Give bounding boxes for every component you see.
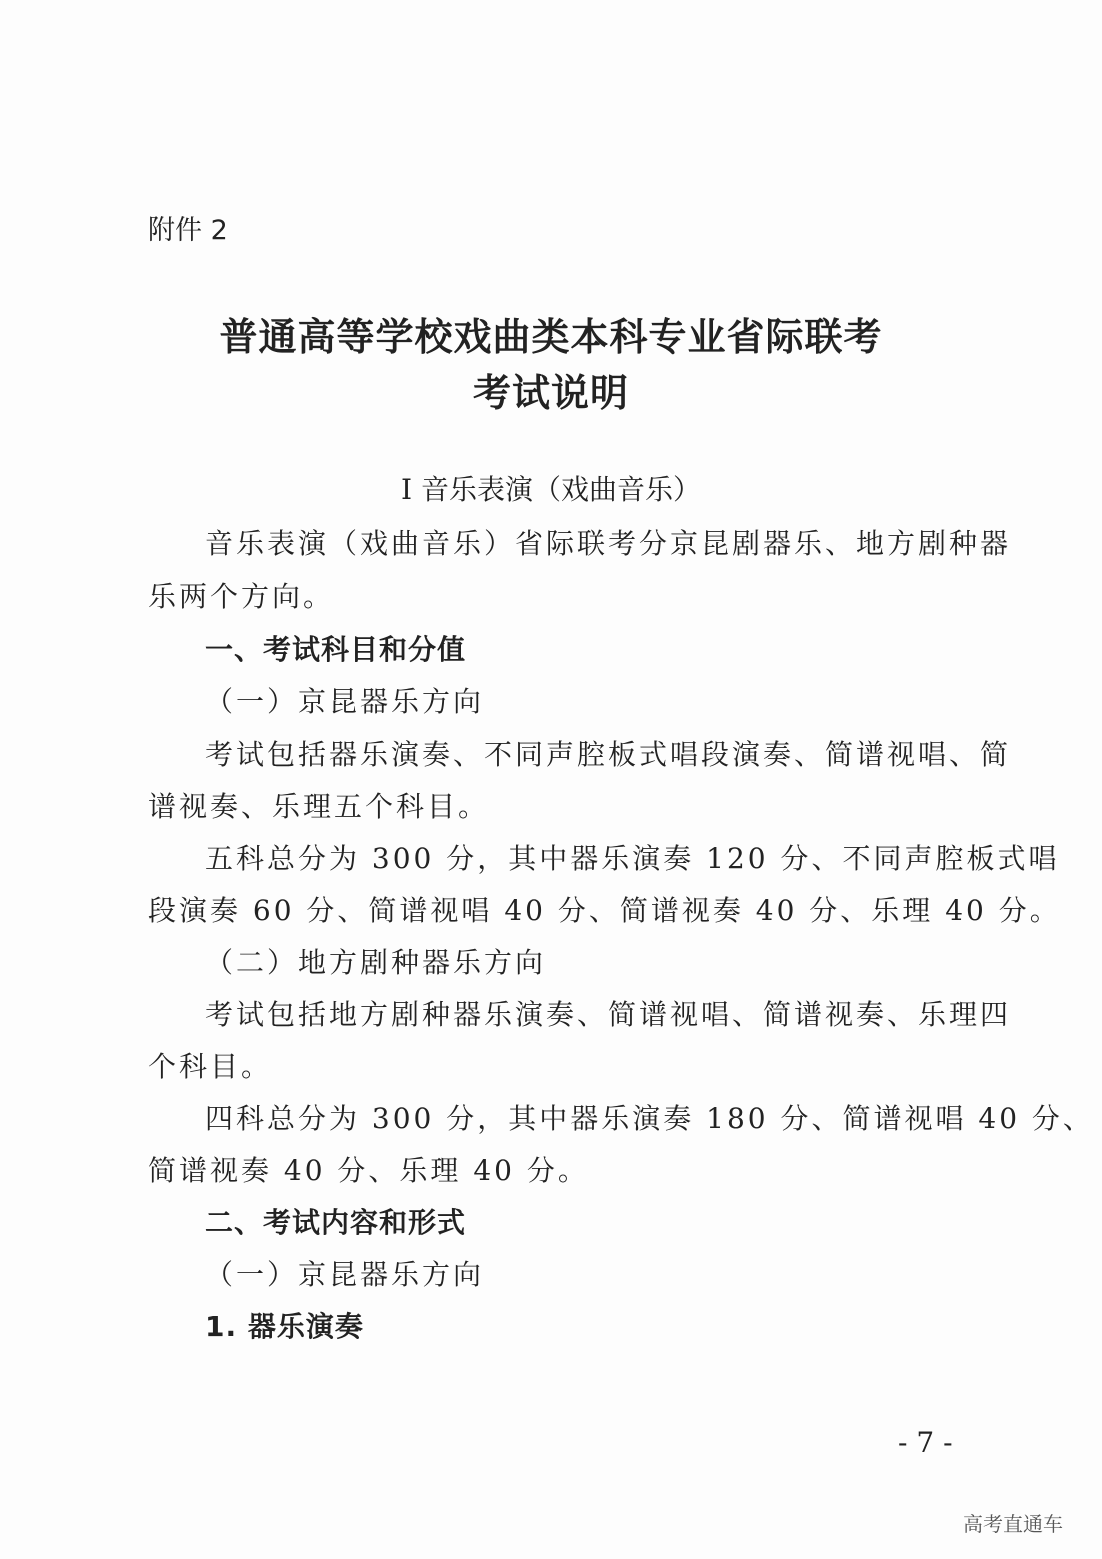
page-number: - 7 -: [898, 1426, 953, 1459]
paragraph-line: 考试包括器乐演奏、不同声腔板式唱段演奏、简谱视唱、简: [205, 738, 1012, 771]
subheading-local-opera: （二）地方剧种器乐方向: [205, 946, 547, 979]
watermark: 高考直通车: [963, 1512, 1063, 1536]
paragraph-line: 五科总分为 300 分，其中器乐演奏 120 分、不同声腔板式唱: [205, 842, 1060, 875]
subheading-jingkun: （一）京昆器乐方向: [205, 1258, 485, 1291]
paragraph-line: 谱视奏、乐理五个科目。: [148, 790, 490, 823]
paragraph-line: 简谱视奏 40 分、乐理 40 分。: [148, 1154, 589, 1187]
document-subtitle: 考试说明: [472, 370, 629, 415]
item-instrument-performance: 1. 器乐演奏: [205, 1310, 364, 1343]
heading-exam-subjects: 一、考试科目和分值: [205, 633, 467, 666]
heading-exam-content: 二、考试内容和形式: [205, 1206, 467, 1239]
paragraph-line: 个科目。: [148, 1050, 273, 1083]
paragraph-line: 音乐表演（戏曲音乐）省际联考分京昆剧器乐、地方剧种器: [205, 527, 1012, 560]
attachment-label: 附件 2: [148, 215, 228, 246]
paragraph-line: 考试包括地方剧种器乐演奏、简谱视唱、简谱视奏、乐理四: [205, 998, 1012, 1031]
paragraph-line: 乐两个方向。: [148, 580, 335, 613]
paragraph-line: 段演奏 60 分、简谱视唱 40 分、简谱视奏 40 分、乐理 40 分。: [148, 894, 1061, 927]
section-heading: I 音乐表演（戏曲音乐）: [401, 473, 701, 506]
document-title: 普通高等学校戏曲类本科专业省际联考: [219, 314, 883, 359]
subheading-jingkun: （一）京昆器乐方向: [205, 685, 485, 718]
paragraph-line: 四科总分为 300 分，其中器乐演奏 180 分、简谱视唱 40 分、: [205, 1102, 1094, 1135]
